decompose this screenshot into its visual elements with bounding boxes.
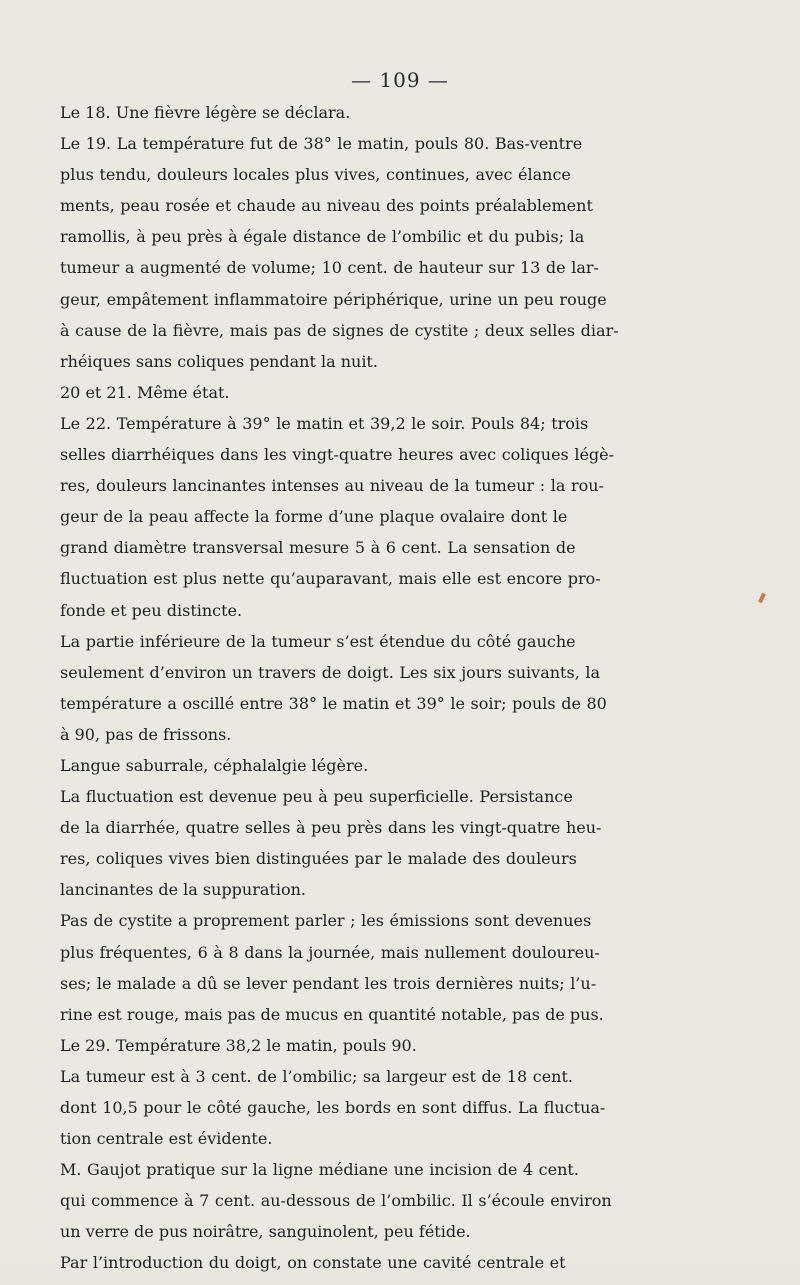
text-line: 20 et 21. Même état. (60, 382, 230, 402)
body-text (60, 103, 788, 1285)
text-line: res, douleurs lancinantes intenses au niveau de la tumeur : la rou- (60, 476, 604, 496)
text-line: Le 22. Température à 39° le matin et 39,2 le soir. Pouls 84; trois (60, 413, 589, 433)
text-line: geur, empâtement inflammatoire périphérique, urine un peu rouge (60, 289, 607, 309)
text-line: Langue saburrale, céphalalgie légère. (60, 755, 369, 775)
text-line: M. Gaujot pratique sur la ligne médiane une incision de 4 cent. (60, 1160, 579, 1180)
text-line: Par l’introduction du doigt, on constate une cavité centrale et (60, 1253, 566, 1273)
text-line: à cause de la fièvre, mais pas de signes de cystite ; deux selles diar- (60, 320, 619, 340)
text-line: rhéiques sans coliques pendant la nuit. (60, 351, 378, 371)
text-line: Le 19. La température fut de 38° le matin, pouls 80. Bas-ventre (60, 134, 583, 154)
text-line: geur de la peau affecte la forme d’une plaque ovalaire dont le (60, 507, 568, 527)
text-line: qui commence à 7 cent. au-dessous de l’ombilic. Il s’écoule environ (60, 1191, 612, 1211)
text-line: fonde et peu distincte. (60, 600, 243, 620)
text-line: grand diamètre transversal mesure 5 à 6 cent. La sensation de (60, 538, 576, 558)
text-line: La partie inférieure de la tumeur s’est étendue du côté gauche (60, 631, 576, 651)
text-line: à 90, pas de frissons. (60, 724, 232, 744)
text-line: Le 29. Température 38,2 le matin, pouls 90. (60, 1035, 417, 1055)
text-line: plus fréquentes, 6 à 8 dans la journée, mais nullement douloureu- (60, 942, 600, 962)
text-line: La fluctuation est devenue peu à peu superficielle. Persistance (60, 787, 573, 807)
text-line: tumeur a augmenté de volume; 10 cent. de hauteur sur 13 de lar- (60, 258, 599, 278)
text-line: La tumeur est à 3 cent. de l’ombilic; sa largeur est de 18 cent. (60, 1066, 573, 1086)
text-line: un verre de pus noirâtre, sanguinolent, peu fétide. (60, 1222, 471, 1242)
text-line: ments, peau rosée et chaude au niveau des points préalablement (60, 196, 593, 216)
text-line: Le 18. Une fièvre légère se déclara. (60, 103, 351, 122)
text-line: seulement d’environ un travers de doigt. Les six jours suivants, la (60, 662, 601, 682)
text-line: température a oscillé entre 38° le matin et 39° le soir; pouls de 80 (60, 693, 607, 713)
text-line: fluctuation est plus nette qu’auparavant, mais elle est encore pro- (60, 569, 601, 589)
text-line: Pas de cystite a proprement parler ; les émissions sont devenues (60, 911, 592, 931)
text-line: de la diarrhée, quatre selles à peu près dans les vingt-quatre heu- (60, 818, 602, 838)
text-line: res, coliques vives bien distinguées par le malade des douleurs (60, 849, 577, 869)
text-line: plus tendu, douleurs locales plus vives, continues, avec élance (60, 165, 571, 185)
page-number: — 109 — (351, 68, 449, 92)
text-line: ses; le malade a dû se lever pendant les trois dernières nuits; l’u- (60, 973, 597, 993)
text-line: tion centrale est évidente. (60, 1129, 273, 1149)
text-line: selles diarrhéiques dans les vingt-quatre heures avec coliques légè- (60, 445, 615, 465)
text-line: ramollis, à peu près à égale distance de l’ombilic et du pubis; la (60, 227, 585, 247)
text-line: rine est rouge, mais pas de mucus en quantité notable, pas de pus. (60, 1004, 604, 1024)
text-line: lancinantes de la suppuration. (60, 880, 306, 900)
text-line: dont 10,5 pour le côté gauche, les bords en sont diffus. La fluctua- (60, 1098, 606, 1117)
